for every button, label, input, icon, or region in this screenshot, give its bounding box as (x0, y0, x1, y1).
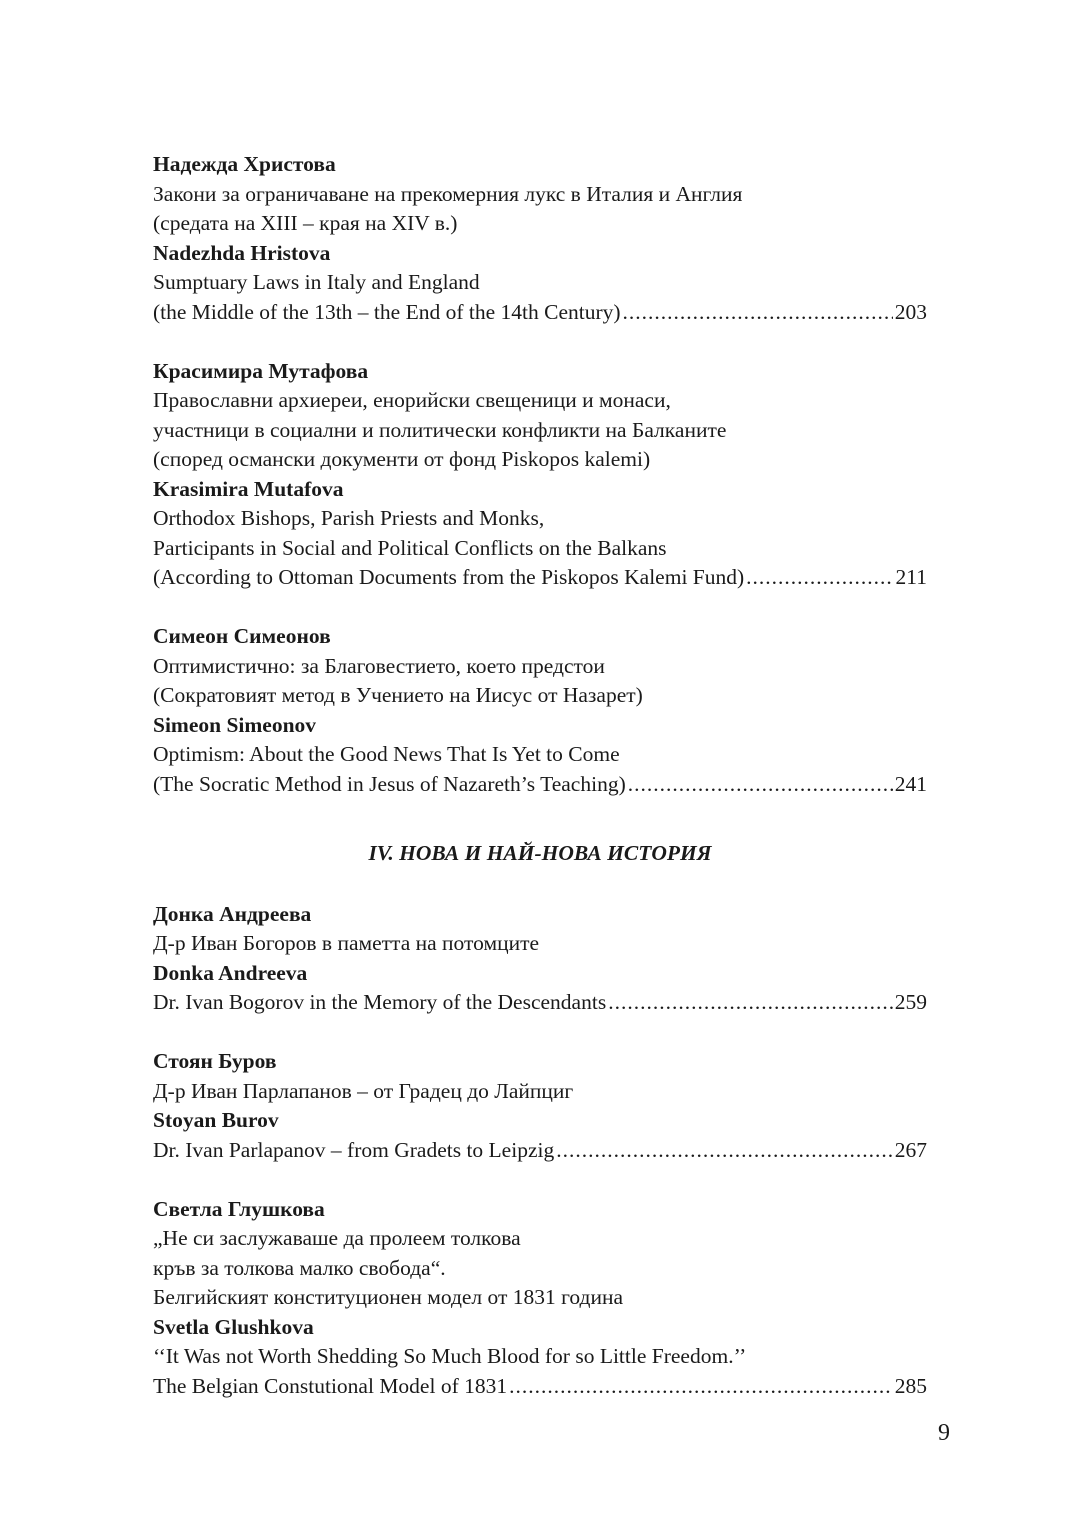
title-line-bg: Оптимистично: за Благовестието, което предстои (153, 653, 605, 678)
toc-entry (153, 1195, 927, 1402)
toc-entry (153, 1047, 927, 1165)
page-ref[interactable]: 285 (894, 1373, 927, 1398)
title-line-en: Orthodox Bishops, Parish Priests and Monks, (153, 506, 545, 530)
toc-link-line[interactable] (153, 298, 927, 328)
page-ref[interactable]: 241 (894, 771, 927, 796)
toc-entry (153, 900, 927, 1018)
author-name-bg: Светла Глушкова (153, 1196, 325, 1221)
author-name-en: Nadezhda Hristova (153, 240, 331, 265)
author-name-bg: Донка Андреева (153, 901, 312, 926)
author-name-en: Donka Andreeva (153, 960, 308, 985)
table-of-contents (153, 150, 927, 1401)
toc-part-2 (153, 900, 927, 1402)
page-ref[interactable]: 267 (894, 1137, 927, 1162)
title-line-bg: (средата на XIII – края на XIV в.) (153, 211, 458, 235)
author-name-en: Krasimira Mutafova (153, 476, 344, 501)
title-line-en: Optimism: About the Good News That Is Yet to Come (153, 742, 620, 766)
title-line-bg: участници в социални и политически конфликти на Балканите (153, 417, 727, 442)
toc-link-line[interactable] (153, 1372, 927, 1402)
title-line-en: Sumptuary Laws in Italy and England (153, 270, 480, 294)
title-line-bg: (Сократовият метод в Учението на Иисус от Назарет) (153, 683, 643, 707)
section-heading: IV. НОВА И НАЙ-НОВА ИСТОРИЯ (368, 841, 712, 865)
dot-leader (746, 563, 893, 593)
toc-link-line[interactable] (153, 1136, 927, 1166)
title-last-line: Dr. Ivan Bogorov in the Memory of the Descendants (153, 990, 607, 1014)
toc-link-line[interactable] (153, 988, 927, 1018)
dot-leader (628, 770, 893, 800)
page-ref[interactable]: 259 (894, 990, 927, 1014)
toc-entry (153, 357, 927, 593)
toc-entry (153, 150, 927, 327)
title-line-en: Participants in Social and Political Conflicts on the Balkans (153, 535, 667, 560)
page-ref[interactable]: 203 (894, 299, 927, 324)
title-line-bg: кръв за толкова малко свобода“. (153, 1255, 446, 1280)
author-name-en: Stoyan Burov (153, 1108, 279, 1132)
title-line-bg: Православни архиереи, енорийски свещеници и монаси, (153, 388, 671, 412)
toc-entry (153, 622, 927, 799)
title-line-en: ‘‘It Was not Worth Shedding So Much Blood for so Little Freedom.’’ (153, 1344, 747, 1368)
page-ref[interactable]: 211 (895, 565, 927, 589)
title-line-bg: Закони за ограничаване на прекомерния лукс в Италия и Англия (153, 181, 743, 206)
author-name-en: Simeon Simeonov (153, 712, 317, 737)
title-last-line: (The Socratic Method in Jesus of Nazareth’s Teaching) (153, 771, 626, 796)
toc-part-1 (153, 150, 927, 799)
toc-link-line[interactable] (153, 770, 927, 800)
dot-leader (509, 1372, 893, 1402)
author-name-bg: Стоян Буров (153, 1049, 277, 1073)
title-last-line: (the Middle of the 13th – the End of the 14th Century) (153, 299, 621, 324)
title-line-bg: (според османски документи от фонд Piskopos kalemi) (153, 447, 651, 471)
dot-leader (556, 1136, 893, 1166)
author-name-en: Svetla Glushkova (153, 1314, 314, 1339)
title-last-line: Dr. Ivan Parlapanov – from Gradets to Leipzig (153, 1137, 555, 1162)
title-last-line: The Belgian Constutional Model of 1831 (153, 1373, 508, 1398)
toc-link-line[interactable] (153, 563, 927, 593)
author-name-bg: Красимира Мутафова (153, 358, 369, 383)
title-line-bg: „Не си заслужаваше да пролеем толкова (153, 1226, 521, 1250)
title-line-bg: Д-р Иван Богоров в паметта на потомците (153, 931, 540, 955)
title-last-line: (According to Ottoman Documents from the Piskopos Kalemi Fund) (153, 565, 745, 589)
author-name-bg: Симеон Симеонов (153, 624, 331, 648)
author-name-bg: Надежда Христова (153, 152, 336, 176)
dot-leader (623, 298, 893, 328)
dot-leader (608, 988, 893, 1018)
title-line-bg: Д-р Иван Парлапанов – от Градец до Лайпциг (153, 1078, 574, 1103)
title-line-bg: Белгийският конституционен модел от 1831 година (153, 1285, 624, 1309)
page-number: 9 (938, 1420, 950, 1446)
